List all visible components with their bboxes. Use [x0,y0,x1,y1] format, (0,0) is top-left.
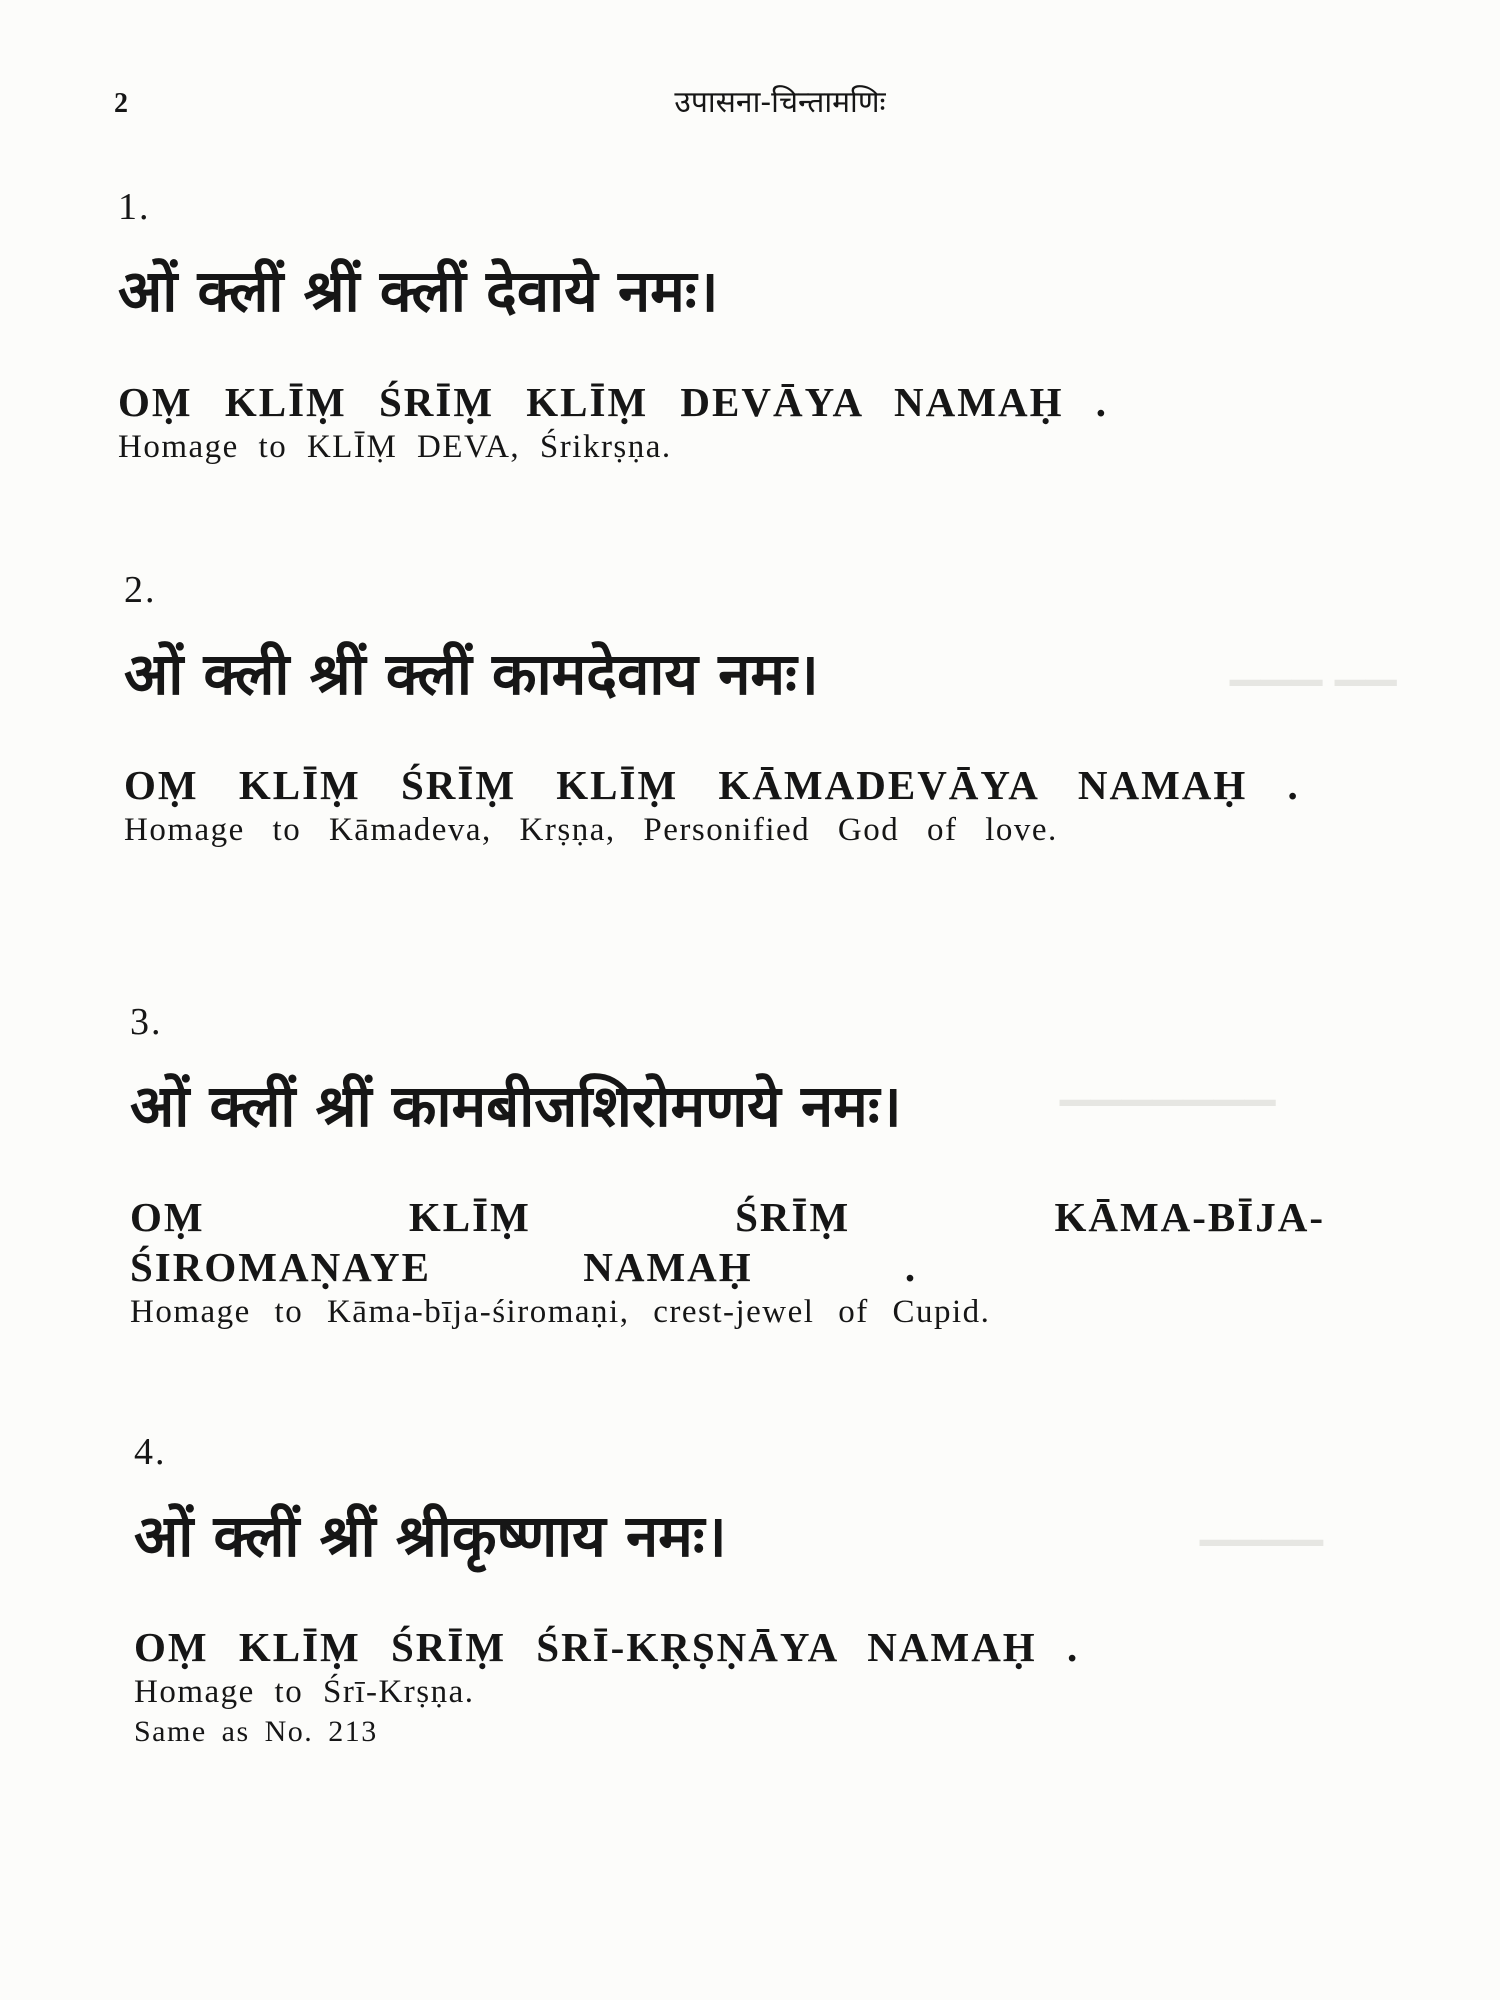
mantra-entry [124,568,1324,850]
mantra-entry [118,185,1338,467]
bleed-through-decoration: ▁▁▁▁ [1200,1500,1324,1546]
bleed-through-decoration: ▁▁▁ ▁▁ [1230,640,1397,686]
mantra-devanagari: ओं क्लीं श्रीं कामबीजशिरोमणये नमः। [130,1072,902,1140]
entry-number: 1. [118,186,151,228]
entry-number: 2. [124,569,157,611]
running-title: उपासना-चिन्तामणिः [674,85,886,120]
entry-number: 4. [134,1431,167,1473]
mantra-devanagari: ओं क्ली श्रीं क्लीं कामदेवाय नमः। [124,640,819,708]
mantra-entry [134,1430,1334,1752]
mantra-entry [130,1000,1325,1332]
mantra-gloss: Homage to Kāma-bīja-śiromaṇi, crest-jewel of Cupid. [130,1294,991,1330]
page-number: 2 [114,88,128,119]
mantra-devanagari: ओं क्लीं श्रीं श्रीकृष्णाय नमः। [134,1502,727,1570]
mantra-gloss: Homage to Śrī-Krṣṇa. [134,1674,475,1710]
cross-reference-note: Same as No. 213 [134,1715,378,1748]
mantra-gloss: Homage to KLĪṂ DEVA, Śrikrṣṇa. [118,429,672,465]
mantra-gloss: Homage to Kāmadeva, Krṣṇa, Personified God of love. [124,812,1058,848]
mantra-transliteration: OṂ KLĪṂ ŚRĪṂ KLĪṂ DEVĀYA NAMAḤ . [118,379,1108,425]
mantra-transliteration: OṂ KLĪṂ ŚRĪṂ KLĪṂ KĀMADEVĀYA NAMAḤ . [124,762,1300,808]
entry-number: 3. [130,1001,163,1043]
mantra-transliteration: OṂ KLĪṂ ŚRĪṂ ŚRĪ-KṚṢṆĀYA NAMAḤ . [134,1624,1080,1670]
mantra-devanagari: ओं क्लीं श्रीं क्लीं देवाये नमः। [118,257,719,325]
mantra-transliteration: OṂ KLĪṂ ŚRĪṂ KĀMA-BĪJA-ŚIROMAṆAYE NAMAḤ . [130,1194,1325,1290]
bleed-through-decoration: ▁▁▁▁▁▁▁ [1060,1060,1276,1106]
